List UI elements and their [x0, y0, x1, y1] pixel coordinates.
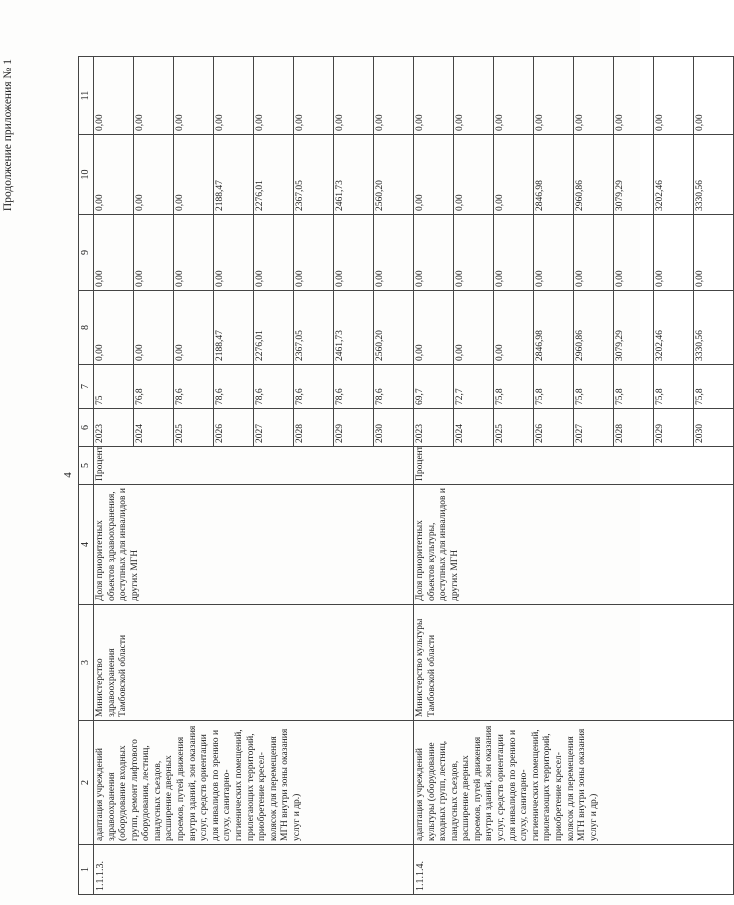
item-description: адаптация учреждений культуры (оборудование входных групп, лестниц, пандусных съездов, расширение дверных проемов, путей движения внутри зданий, зон оказания услуг, средств ориентации для инвалидов по зрению и слуху, санитарно-гигиенических помещений, прилегающих территорий, приобретение кресел-колясок для перемещения МГН внутри зоны оказания услуг и др.)	[414, 721, 734, 845]
year-cell: 2026	[534, 409, 574, 447]
year-cell: 2030	[374, 409, 414, 447]
amount-cell: 0,00	[454, 215, 494, 291]
item-unit: Процент	[94, 447, 414, 485]
amount-cell: 2846,98	[534, 291, 574, 365]
amount-cell: 0,00	[614, 57, 654, 135]
year-cell: 2023	[414, 409, 454, 447]
amount-cell: 0,00	[454, 135, 494, 215]
indicator-value-cell: 75,8	[494, 365, 534, 409]
continuation-note: Продолжение приложения № 1	[2, 59, 14, 212]
col-header: 10	[79, 135, 94, 215]
amount-cell: 0,00	[174, 291, 214, 365]
amount-cell: 0,00	[174, 215, 214, 291]
item-description: адаптация учреждений здравоохранения (оборудование входных групп, ремонт лифтового оборудования, лестниц, пандусных съездов, расширение дверных проемов, путей движения внутри зданий, зон оказания услуг, средств ориентации для инвалидов по зрению и слуху, санитарно-гигиенических помещений, прилегающих территорий, приобретение кресел-колясок для перемещения МГН внутри зоны оказания услуг и др.)	[94, 721, 414, 845]
amount-cell: 0,00	[534, 215, 574, 291]
col-header: 6	[79, 409, 94, 447]
amount-cell: 2276,01	[254, 291, 294, 365]
col-header: 8	[79, 291, 94, 365]
program-table	[78, 56, 734, 895]
table-row	[94, 57, 134, 895]
indicator-value-cell: 75	[94, 365, 134, 409]
amount-cell: 2276,01	[254, 135, 294, 215]
year-cell: 2025	[174, 409, 214, 447]
amount-cell: 2461,73	[334, 135, 374, 215]
amount-cell: 0,00	[94, 215, 134, 291]
year-cell: 2030	[694, 409, 734, 447]
col-header: 7	[79, 365, 94, 409]
amount-cell: 0,00	[134, 291, 174, 365]
amount-cell: 3330,56	[694, 291, 734, 365]
amount-cell: 2188,47	[214, 291, 254, 365]
amount-cell: 0,00	[694, 57, 734, 135]
indicator-value-cell: 78,6	[254, 365, 294, 409]
amount-cell: 3079,29	[614, 135, 654, 215]
amount-cell: 2960,86	[574, 291, 614, 365]
item-code: 1.1.1.4.	[414, 845, 734, 895]
amount-cell: 2367,05	[294, 291, 334, 365]
year-cell: 2028	[294, 409, 334, 447]
item-executor: Министерство здравоохранения Тамбовской области	[94, 605, 414, 721]
indicator-value-cell: 69,7	[414, 365, 454, 409]
amount-cell: 3202,46	[654, 291, 694, 365]
amount-cell: 2846,98	[534, 135, 574, 215]
item-code: 1.1.1.3.	[94, 845, 414, 895]
indicator-value-cell: 72,7	[454, 365, 494, 409]
col-header: 5	[79, 447, 94, 485]
col-header: 9	[79, 215, 94, 291]
rotated-content	[0, 45, 705, 905]
amount-cell: 0,00	[654, 215, 694, 291]
amount-cell: 0,00	[94, 57, 134, 135]
amount-cell: 0,00	[94, 135, 134, 215]
amount-cell: 0,00	[494, 215, 534, 291]
indicator-value-cell: 78,6	[374, 365, 414, 409]
amount-cell: 0,00	[134, 135, 174, 215]
year-cell: 2026	[214, 409, 254, 447]
indicator-value-cell: 76,8	[134, 365, 174, 409]
indicator-value-cell: 75,8	[534, 365, 574, 409]
indicator-value-cell: 75,8	[694, 365, 734, 409]
amount-cell: 0,00	[574, 57, 614, 135]
year-cell: 2027	[574, 409, 614, 447]
year-cell: 2027	[254, 409, 294, 447]
amount-cell: 0,00	[654, 57, 694, 135]
year-cell: 2025	[494, 409, 534, 447]
item-indicator: Доля приоритетных объектов здравоохранения, доступных для инвалидов и других МГН	[94, 485, 414, 605]
indicator-value-cell: 75,8	[614, 365, 654, 409]
amount-cell: 0,00	[94, 291, 134, 365]
col-header: 2	[79, 721, 94, 845]
amount-cell: 3330,56	[694, 135, 734, 215]
amount-cell: 3202,46	[654, 135, 694, 215]
amount-cell: 0,00	[534, 57, 574, 135]
amount-cell: 0,00	[294, 215, 334, 291]
amount-cell: 0,00	[334, 215, 374, 291]
amount-cell: 0,00	[494, 291, 534, 365]
item-unit: Процент	[414, 447, 734, 485]
table-row	[414, 57, 454, 895]
amount-cell: 0,00	[414, 57, 454, 135]
amount-cell: 0,00	[454, 291, 494, 365]
col-header: 11	[79, 57, 94, 135]
indicator-value-cell: 78,6	[334, 365, 374, 409]
item-indicator: Доля приоритетных объектов культуры, доступных для инвалидов и других МГН	[414, 485, 734, 605]
amount-cell: 2560,20	[374, 291, 414, 365]
page-number: 4	[62, 472, 74, 478]
amount-cell: 0,00	[614, 215, 654, 291]
amount-cell: 0,00	[334, 57, 374, 135]
amount-cell: 2367,05	[294, 135, 334, 215]
amount-cell: 0,00	[574, 215, 614, 291]
amount-cell: 0,00	[454, 57, 494, 135]
indicator-value-cell: 78,6	[174, 365, 214, 409]
indicator-value-cell: 75,8	[574, 365, 614, 409]
amount-cell: 0,00	[294, 57, 334, 135]
amount-cell: 0,00	[414, 215, 454, 291]
amount-cell: 2188,47	[214, 135, 254, 215]
amount-cell: 2560,20	[374, 135, 414, 215]
amount-cell: 0,00	[374, 215, 414, 291]
table-body	[79, 57, 734, 895]
amount-cell: 2461,73	[334, 291, 374, 365]
item-executor: Министерство культуры Тамбовской области	[414, 605, 734, 721]
year-cell: 2028	[614, 409, 654, 447]
amount-cell: 0,00	[254, 57, 294, 135]
amount-cell: 0,00	[174, 57, 214, 135]
amount-cell: 0,00	[214, 215, 254, 291]
year-cell: 2029	[654, 409, 694, 447]
year-cell: 2023	[94, 409, 134, 447]
amount-cell: 0,00	[254, 215, 294, 291]
amount-cell: 0,00	[494, 135, 534, 215]
indicator-value-cell: 78,6	[214, 365, 254, 409]
column-number-row	[79, 57, 94, 895]
amount-cell: 0,00	[134, 57, 174, 135]
amount-cell: 0,00	[494, 57, 534, 135]
amount-cell: 0,00	[134, 215, 174, 291]
amount-cell: 0,00	[174, 135, 214, 215]
amount-cell: 0,00	[414, 291, 454, 365]
amount-cell: 0,00	[414, 135, 454, 215]
year-cell: 2029	[334, 409, 374, 447]
indicator-value-cell: 78,6	[294, 365, 334, 409]
amount-cell: 0,00	[374, 57, 414, 135]
amount-cell: 0,00	[694, 215, 734, 291]
amount-cell: 3079,29	[614, 291, 654, 365]
indicator-value-cell: 75,8	[654, 365, 694, 409]
col-header: 1	[79, 845, 94, 895]
amount-cell: 0,00	[214, 57, 254, 135]
year-cell: 2024	[454, 409, 494, 447]
col-header: 4	[79, 485, 94, 605]
year-cell: 2024	[134, 409, 174, 447]
amount-cell: 2960,86	[574, 135, 614, 215]
col-header: 3	[79, 605, 94, 721]
